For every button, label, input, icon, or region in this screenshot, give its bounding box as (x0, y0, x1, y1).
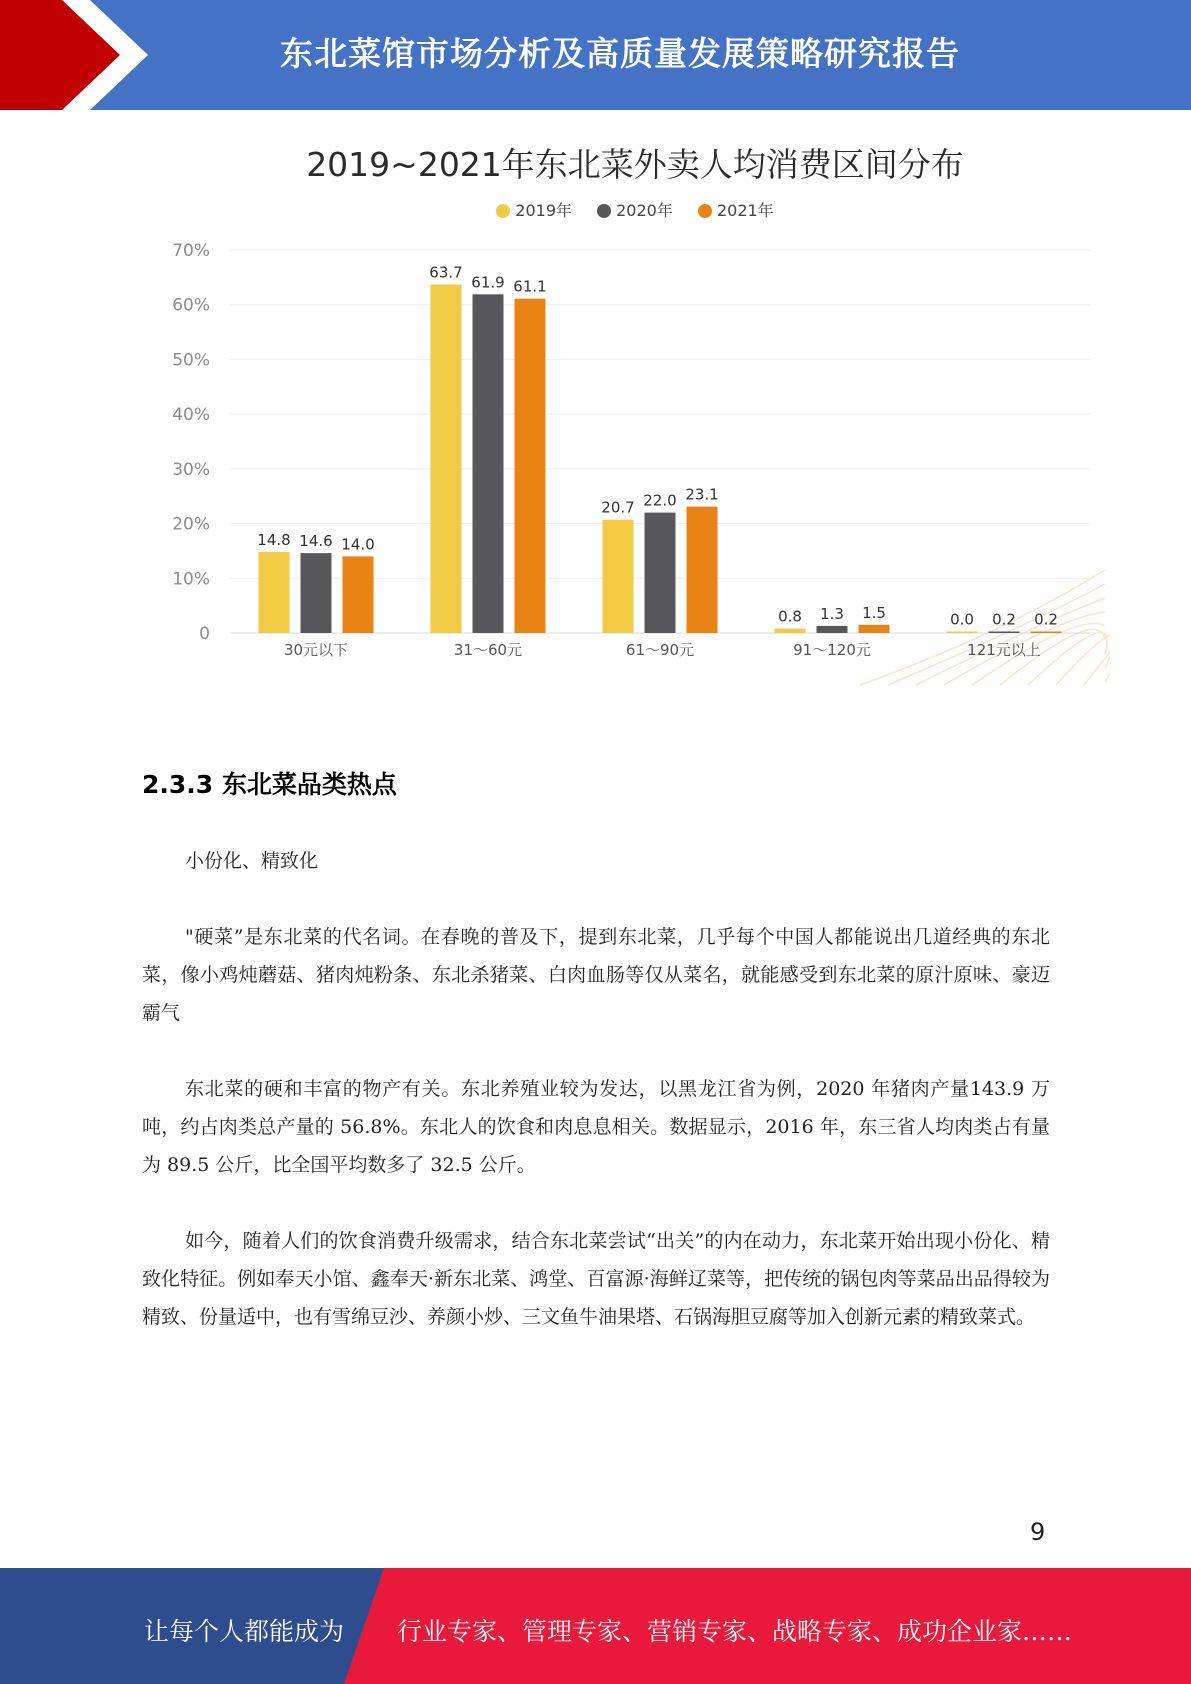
bar (817, 626, 848, 633)
footer-slogan-right: 行业专家、管理专家、营销专家、战略专家、成功企业家…… (397, 1617, 1073, 1646)
legend-swatch (698, 204, 712, 218)
decorative-line (1084, 635, 1110, 685)
y-tick-label: 0 (199, 624, 210, 644)
data-label: 20.7 (601, 498, 635, 517)
section-subheading: 小份化、精致化 (185, 850, 319, 872)
bar (301, 553, 332, 633)
data-label: 1.5 (862, 603, 886, 622)
data-label: 0.2 (1034, 610, 1058, 629)
x-tick-label: 31～60元 (453, 641, 523, 659)
legend-item-2020 (597, 198, 673, 221)
legend-label: 2019年 (515, 201, 573, 220)
data-label: 14.6 (299, 532, 333, 551)
section-heading: 2.3.3 东北菜品类热点 (142, 770, 397, 799)
chart (160, 125, 1110, 725)
decorative-line (1056, 634, 1110, 685)
data-label: 23.1 (685, 485, 719, 504)
data-label: 0.0 (950, 610, 974, 629)
data-label: 14.8 (257, 531, 291, 550)
y-tick-label: 20% (172, 514, 210, 535)
bar (1031, 632, 1062, 634)
chart-title: 2019~2021年东北菜外卖人均消费区间分布 (306, 145, 964, 184)
data-label: 0.8 (778, 607, 802, 626)
footer-slogan-left: 让每个人都能成为 (144, 1617, 345, 1646)
bar (859, 625, 890, 633)
data-label: 61.1 (513, 277, 547, 296)
y-tick-label: 10% (172, 569, 210, 590)
y-tick-label: 60% (172, 295, 210, 316)
bar (515, 299, 546, 633)
bar (343, 556, 374, 633)
data-label: 63.7 (429, 263, 463, 282)
page-header (0, 0, 1191, 110)
decorative-line (888, 584, 1105, 685)
bar (259, 552, 290, 633)
paragraph: 如今，随着人们的饮食消费升级需求，结合东北菜尝试“出关”的内在动力，东北菜开始出现小份化、精致化特征。例如奉天小馆、鑫奉天·新东北菜、鸿堂、百富源·海鲜辽菜等，把传统的锅包肉等菜品出品得较为精致、份量适中，也有雪绵豆沙、养颜小炒、三文鱼牛油果塔、石锅海胆豆腐等加入创新元素的精致菜式。 (142, 1230, 1050, 1328)
bar (473, 294, 504, 633)
data-label: 0.2 (992, 610, 1016, 629)
header-arrow-decoration (0, 0, 200, 110)
chart-legend (160, 198, 1110, 221)
x-tick-label: 121元以上 (967, 641, 1041, 659)
page-number: 9 (1030, 1518, 1046, 1546)
y-tick-label: 40% (172, 405, 210, 426)
page-footer (0, 1568, 1191, 1684)
data-label: 14.0 (341, 535, 375, 554)
bar (431, 284, 462, 633)
legend-label: 2021年 (716, 201, 774, 220)
bar (687, 507, 718, 633)
legend-swatch (597, 204, 611, 218)
y-tick-label: 70% (172, 241, 210, 261)
legend-swatch (496, 204, 510, 218)
bar (603, 520, 634, 633)
bar-chart-plot (160, 235, 1110, 725)
y-tick-label: 30% (172, 459, 210, 480)
x-tick-label: 30元以下 (283, 641, 349, 659)
paragraph: 东北菜的硬和丰富的物产有关。东北养殖业较为发达，以黑龙江省为例，2020 年猪肉产量143.9 万吨，约占肉类总产量的 56.8%。东北人的饮食和肉息息相关。数据显示，2016 年，东三省人均肉类占有量为 89.5 公斤，比全国平均数多了 32.5 公斤。 (142, 1078, 1050, 1176)
report-title: 东北菜馆市场分析及高质量发展策略研究报告 (280, 34, 960, 73)
bar (775, 629, 806, 633)
legend-label: 2020年 (616, 201, 673, 220)
x-tick-label: 91～120元 (793, 641, 871, 659)
legend-item-2021 (698, 198, 774, 221)
x-tick-label: 61～90元 (625, 641, 695, 659)
paragraph: "硬菜”是东北菜的代名词。在春晚的普及下，提到东北菜，几乎每个中国人都能说出几道经典的东北菜，像小鸡炖蘑菇、猪肉炖粉条、东北杀猪菜、白肉血肠等仅从菜名，就能感受到东北菜的原汁原味、豪迈霸气 (142, 926, 1050, 1024)
legend-item-2019 (496, 198, 572, 221)
bar (645, 513, 676, 633)
bar (989, 632, 1020, 634)
bar (947, 632, 978, 634)
data-label: 61.9 (471, 273, 505, 292)
data-label: 22.0 (643, 491, 677, 510)
y-tick-label: 50% (172, 350, 210, 371)
data-label: 1.3 (820, 604, 844, 623)
decorative-line (860, 570, 1105, 685)
